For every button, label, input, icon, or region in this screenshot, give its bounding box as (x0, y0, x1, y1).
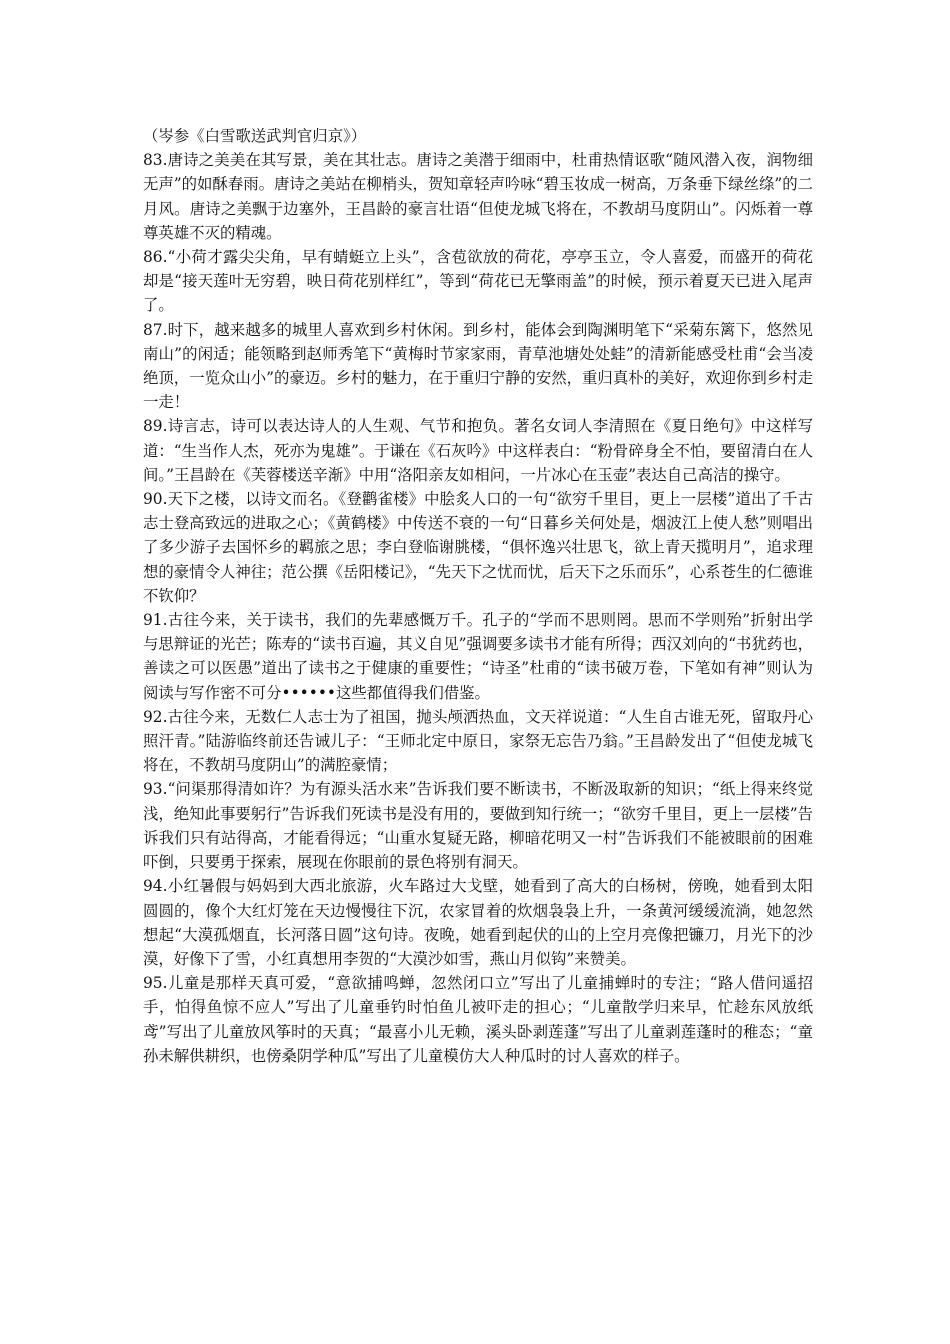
document-page (143, 124, 813, 1068)
paragraph-95: 95.儿童是那样天真可爱，“意欲捕鸣蝉，忽然闭口立”写出了儿童捕蝉时的专注；“路人借问遥招手，怕得鱼惊不应人”写出了儿童垂钓时怕鱼儿被吓走的担心；“儿童散学归来早，忙趁东风放纸鸢”写出了儿童放风筝时的天真；“最喜小儿无赖，溪头卧剥莲蓬”写出了儿童剥莲蓬时的稚态；“童孙未解供耕织，也傍桑阴学种瓜”写出了儿童模仿大人种瓜时的讨人喜欢的样子。 (143, 974, 813, 1065)
paragraph-94: 94.小红暑假与妈妈到大西北旅游，火车路过大戈壁，她看到了高大的白杨树，傍晚，她看到太阳圆圆的，像个大红灯笼在天边慢慢往下沉，农家冒着的炊烟袅袅上升，一条黄河缓缓流淌，她忽然想起“大漠孤烟直，长河落日圆”这句诗。夜晚，她看到起伏的山的上空月亮像把镰刀，月光下的沙漠，好像下了雪，小红真想用李贺的“大漠沙如雪，燕山月似钩”来赞美。 (143, 877, 813, 968)
paragraph-91: 91.古往今来，关于读书，我们的先辈感慨万千。孔子的“学而不思则罔。思而不学则殆”折射出学与思辩证的光芒；陈寿的“读书百遍，其义自见”强调要多读书才能有所得；西汉刘向的“书犹药也，善读之可以医愚”道出了读书之于健康的重要性；“诗圣”杜甫的“读书破万卷，下笔如有神”则认为阅读与写作密不可分••••••这些都值得我们借鉴。 (143, 611, 814, 702)
paragraph-83: 83.唐诗之美美在其写景，美在其壮志。唐诗之美潜于细雨中，杜甫热情讴歌“随风潜入夜，润物细无声”的如酥春雨。唐诗之美站在柳梢头，贺知章轻声吟咏“碧玉妆成一树高，万条垂下绿丝绦”的二月风。唐诗之美飘于边塞外，王昌龄的豪言壮语“但使龙城飞将在，不教胡马度阴山”。闪烁着一尊尊英雄不灭的精魂。 (143, 151, 814, 242)
paragraph-86: 86.“小荷才露尖尖角，早有蜻蜓立上头”，含苞欲放的荷花，亭亭玉立，令人喜爱，而盛开的荷花却是“接天莲叶无穷碧，映日荷花别样红”，等到“荷花已无擎雨盖”的时候，预示着夏天已进入尾声了。 (143, 248, 813, 315)
paragraph-90: 90.天下之楼，以诗文而名。《登鹳雀楼》中脍炙人口的一句“欲穷千里目，更上一层楼”道出了千古志士登高致远的进取之心；《黄鹤楼》中传送不衰的一句“日暮乡关何处是，烟波江上使人愁”则唱出了多少游子去国怀乡的羁旅之思；李白登临谢朓楼，“俱怀逸兴壮思飞，欲上青天揽明月”，追求理想的豪情令人神往；范公撰《岳阳楼记》，“先天下之忧而忧，后天下之乐而乐”，心系苍生的仁德谁不钦仰？ (143, 490, 813, 605)
paragraph-92: 92.古往今来，无数仁人志士为了祖国，抛头颅洒热血，文天祥说道：“人生自古谁无死，留取丹心照汗青。”陆游临终前还告诫儿子：“王师北定中原日，家祭无忘告乃翁。”王昌龄发出了“但使龙城飞将在，不教胡马度阴山”的满腔豪情； (143, 707, 813, 775)
paragraph-89: 89.诗言志，诗可以表达诗人的人生观、气节和抱负。著名女词人李清照在《夏日绝句》中这样写道：“生当作人杰，死亦为鬼雄”。于谦在《石灰吟》中这样表白：“粉骨碎身全不怕，要留清白在人间。”王昌龄在《芙蓉楼送辛渐》中用“洛阳亲友如相问，一片冰心在玉壶”表达自己高洁的操守。 (143, 417, 814, 484)
paragraph-87: 87.时下，越来越多的城里人喜欢到乡村休闲。到乡村，能体会到陶渊明笔下“采菊东篱下，悠然见南山”的闲适；能领略到赵师秀笔下“黄梅时节家家雨，青草池塘处处蛙”的清新能感受杜甫“会当凌绝顶，一览众山小”的豪迈。乡村的魅力，在于重归宁静的安然，重归真朴的美好，欢迎你到乡村走一走！ (143, 320, 813, 412)
source-citation: （岑参《白雪歌送武判官归京》） (143, 127, 367, 145)
paragraph-93: 93.“问渠那得清如许？为有源头活水来”告诉我们要不断读书，不断汲取新的知识；“纸上得来终觉浅，绝知此事要躬行”告诉我们死读书是没有用的，要做到知行统一；“欲穷千里目，更上一层楼”告诉我们只有站得高，才能看得远；“山重水复疑无路，柳暗花明又一村”告诉我们不能被眼前的困难吓倒，只要勇于探索，展现在你眼前的景色将别有洞天。 (143, 780, 814, 872)
